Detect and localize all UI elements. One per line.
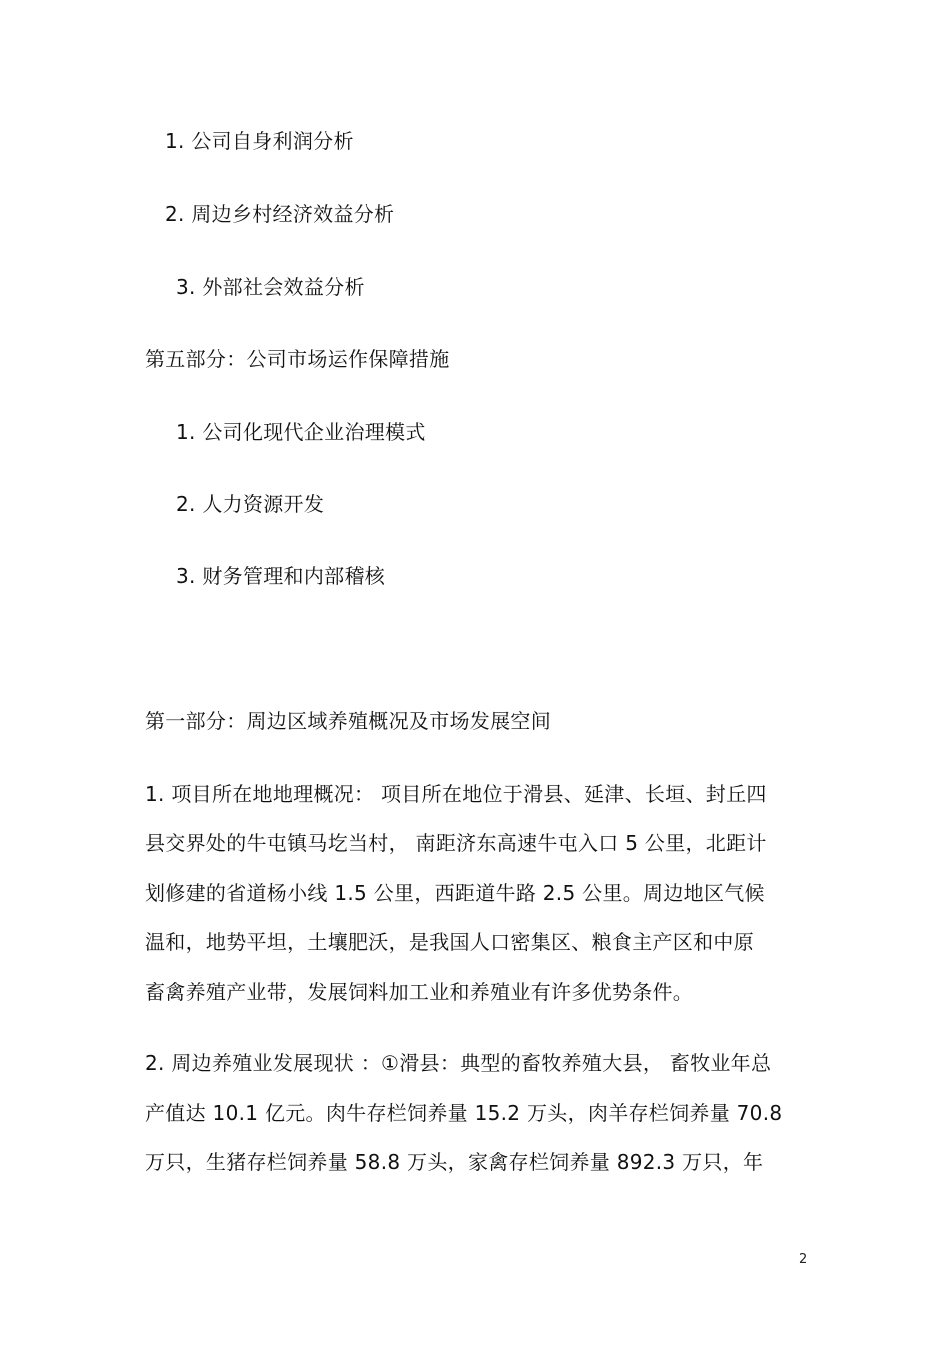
paragraph-line: 万只，生猪存栏饲养量 58.8 万头，家禽存栏饲养量 892.3 万只，年 <box>145 1150 764 1174</box>
toc-item-governance: 1. 公司化现代企业治理模式 <box>176 420 426 444</box>
paragraph-line: 2. 周边养殖业发展现状 ：①滑县：典型的畜牧养殖大县， 畜牧业年总 <box>145 1051 772 1075</box>
toc-item-social-benefit: 3. 外部社会效益分析 <box>176 275 365 299</box>
section-heading: 第一部分：周边区域养殖概况及市场发展空间 <box>145 709 551 733</box>
paragraph-line: 产值达 10.1 亿元。肉牛存栏饲养量 15.2 万头，肉羊存栏饲养量 70.8 <box>145 1101 783 1125</box>
paragraph-line: 1. 项目所在地地理概况： 项目所在地位于滑县、延津、长垣、封丘四 <box>145 782 767 806</box>
page-number: 2 <box>799 1252 808 1267</box>
paragraph-line: 县交界处的牛屯镇马圪当村， 南距济东高速牛屯入口 5 公里，北距计 <box>145 831 767 855</box>
toc-part-five-heading: 第五部分：公司市场运作保障措施 <box>145 347 450 371</box>
toc-item-rural-benefit: 2. 周边乡村经济效益分析 <box>165 202 395 226</box>
toc-item-hr: 2. 人力资源开发 <box>176 492 325 516</box>
paragraph-line: 畜禽养殖产业带，发展饲料加工业和养殖业有许多优势条件。 <box>145 980 694 1004</box>
paragraph-line: 温和，地势平坦，土壤肥沃，是我国人口密集区、粮食主产区和中原 <box>145 930 754 954</box>
toc-item-profit-analysis: 1. 公司自身利润分析 <box>165 129 354 153</box>
toc-item-finance: 3. 财务管理和内部稽核 <box>176 564 386 588</box>
paragraph-line: 划修建的省道杨小线 1.5 公里，西距道牛路 2.5 公里。周边地区气候 <box>145 881 765 905</box>
